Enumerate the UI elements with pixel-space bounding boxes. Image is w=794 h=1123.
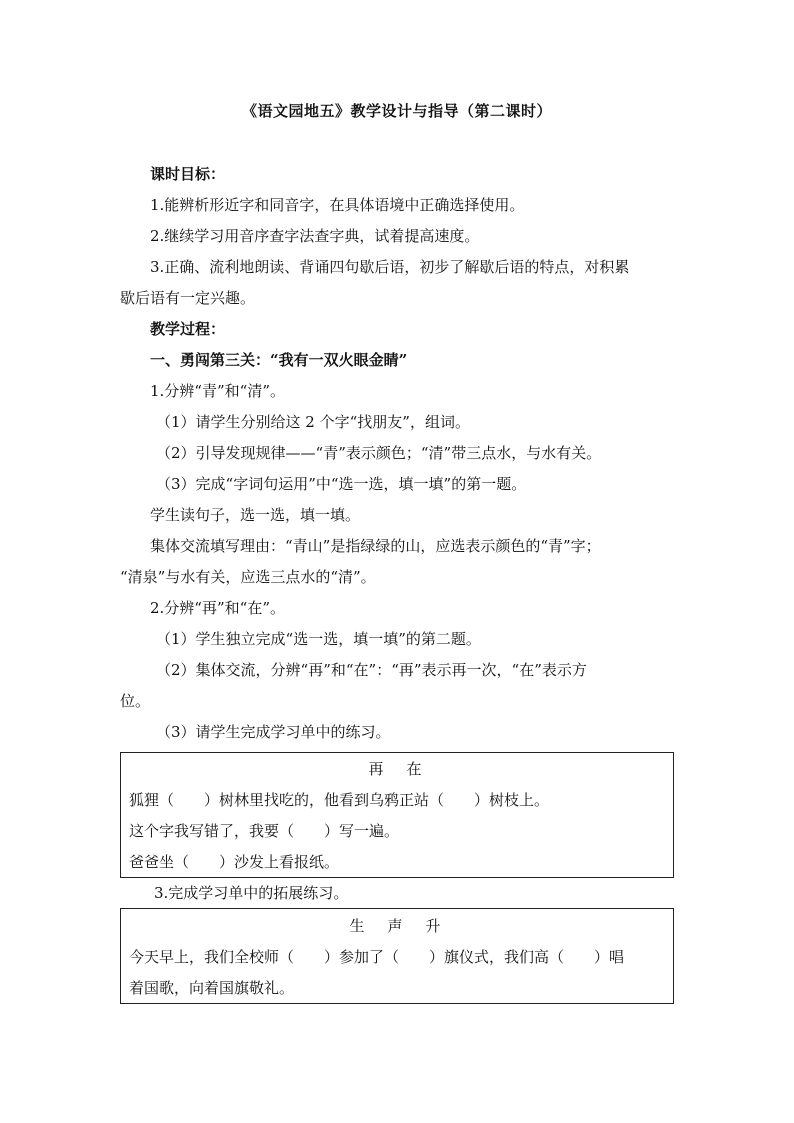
exercise-box-header: 生 声 升 xyxy=(349,917,445,935)
body-line: 1.分辨“青”和“清”。 xyxy=(150,382,285,400)
body-line: （3）请学生完成学习单中的练习。 xyxy=(156,723,391,741)
objective-item: 1.能辨析形近字和同音字，在具体语境中正确选择使用。 xyxy=(150,196,525,214)
exercise-row: 着国歌，向着国旗敬礼。 xyxy=(129,979,295,997)
exercise-box-header: 再 在 xyxy=(368,760,426,778)
body-line: （3）完成“字词句运用”中“选一选，填一填”的第一题。 xyxy=(156,475,527,493)
process-heading: 教学过程： xyxy=(150,320,226,338)
section-heading: 一、勇闯第三关：“我有一双火眼金睛” xyxy=(150,351,408,369)
exercise-row: 今天早上，我们全校师（ ）参加了（ ）旗仪式，我们高（ ）唱 xyxy=(129,948,625,966)
body-line: （1）学生独立完成“选一选，填一填”的第二题。 xyxy=(156,630,481,648)
exercise-row: 狐狸（ ）树林里找吃的，他看到乌鸦正站（ ）树枝上。 xyxy=(129,791,550,809)
body-line: 学生读句子，选一选，填一填。 xyxy=(150,506,361,524)
body-line: 3.完成学习单中的拓展练习。 xyxy=(154,884,349,902)
body-line: “清泉”与水有关，应选三点水的“清”。 xyxy=(120,568,376,586)
exercise-box-zai xyxy=(120,752,674,878)
exercise-row: 这个字我写错了，我要（ ）写一遍。 xyxy=(129,822,400,840)
objectives-heading: 课时目标： xyxy=(150,165,226,183)
body-line: （1）请学生分别给这 2 个字“找朋友”，组词。 xyxy=(156,413,470,431)
objective-item-continued: 歇后语有一定兴趣。 xyxy=(120,289,256,307)
exercise-box-sheng xyxy=(120,908,674,1004)
objective-item: 2.继续学习用音序查字法查字典，试着提高速度。 xyxy=(150,227,480,245)
exercise-row: 爸爸坐（ ）沙发上看报纸。 xyxy=(129,853,340,871)
body-line: 2.分辨“再”和“在”。 xyxy=(150,599,285,617)
body-line: 集体交流填写理由：“青山”是指绿绿的山，应选表示颜色的“青”字； xyxy=(150,537,601,555)
objective-item: 3.正确、流利地朗读、背诵四句歇后语，初步了解歇后语的特点，对积累 xyxy=(150,258,630,276)
body-line: （2）引导发现规律——“青”表示颜色；“清”带三点水，与水有关。 xyxy=(156,444,602,462)
document-title: 《语文园地五》教学设计与指导（第二课时） xyxy=(241,102,552,120)
body-line: （2）集体交流，分辨“再”和“在”：“再”表示再一次，“在”表示方 xyxy=(156,661,587,679)
body-line: 位。 xyxy=(120,692,151,710)
